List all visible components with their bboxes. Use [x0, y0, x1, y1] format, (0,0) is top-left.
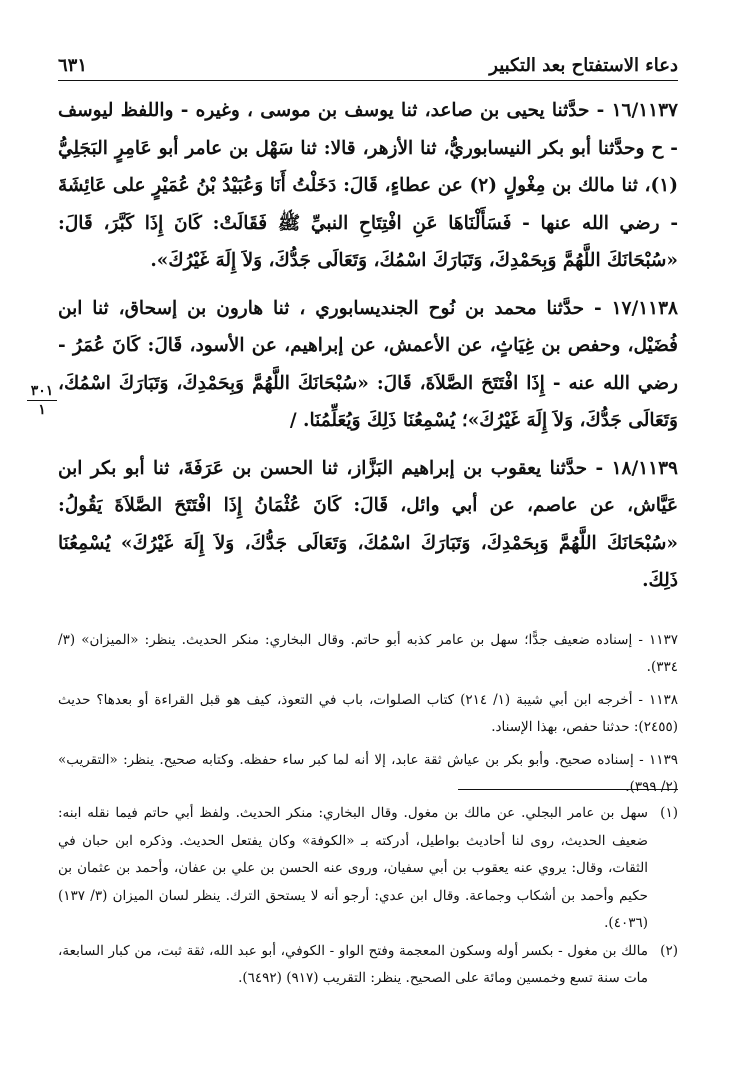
- page-number: ٦٣١: [58, 55, 88, 76]
- note-1138: ١١٣٨ - أخرجه ابن أبي شيبة (١/ ٢١٤) كتاب الصلوات، باب في التعوذ، كيف هو قبل القراءة أو بعدها؟ حديث (٢٤٥٥): حدثنا حفص، بهذا الإسناد.: [58, 692, 678, 735]
- editor-notes: [58, 627, 678, 807]
- footnote-rule: [458, 789, 678, 790]
- note-1139: ١١٣٩ - إسناده صحيح. وأبو بكر بن عياش ثقة عابد، إلا أنه لما كبر ساء حفظه. وكتابه صحيح. ينظر: «التقريب» (٢/ ٣٩٩).: [58, 752, 678, 795]
- note-1137: ١١٣٧ - إسناده ضعيف جدًّا؛ سهل بن عامر كذبه أبو حاتم. وقال البخاري: منكر الحديث. ينظر: «الميزان» (٣/ ٣٣٤).: [58, 632, 678, 675]
- hadith-1138: ١٧/١١٣٨ - حدَّثنا محمد بن نُوح الجنديسابوري ، ثنا هارون بن إسحاق، ثنا ابن فُضَيْل، وحفص بن غِيَاثٍ، عن الأعمش، عن إبراهيم، عن الأسود، قَالَ: كَانَ عُمَرُ - رضي الله عنه - إِذَا افْتَتَحَ الصَّلاَةَ، قَالَ: «سُبْحَانَكَ اللَّهُمَّ وَبِحَمْدِكَ، وَتَبَارَكَ اسْمُكَ، وَتَعَالَى جَدُّكَ، وَلاَ إِلَهَ غَيْرُكَ»؛ يُسْمِعُنَا ذَلِكَ وَيُعَلِّمُنَا. /: [58, 297, 678, 431]
- footnote-number: (٢): [660, 942, 678, 959]
- folio-divider: [27, 400, 57, 401]
- manuscript-folio-marker: [22, 384, 62, 417]
- hadith-1139: ١٨/١١٣٩ - حدَّثنا يعقوب بن إبراهيم البَزَّاز، ثنا الحسن بن عَرَفَةَ، ثنا أبو بكر ابن عَيَّاش، عن عاصم، عن أبي وائل، قَالَ: كَانَ عُثْمَانُ إِذَا افْتَتَحَ الصَّلاَةَ يَقُولُ: «سُبْحَانَكَ اللَّهُمَّ وَبِحَمْدِكَ، وَتَبَارَكَ اسْمُكَ، وَتَعَالَى جَدُّكَ، وَلاَ إِلَهَ غَيْرُكَ» يُسْمِعُنَا ذَلِكَ.: [58, 457, 678, 591]
- hadith-1137: ١٦/١١٣٧ - حدَّثنا يحيى بن صاعد، ثنا يوسف بن موسى ، وغيره - واللفظ ليوسف - ح وحدَّثنا أبو بكر النيسابوريُّ، ثنا الأزهر، قالا: ثنا سَهْل بن عامر أبو عَامِرٍ البَجَلِيُّ (١)، ثنا مالك بن مِغْولٍ (٢) عن عطاءٍ، قَالَ: دَخَلْتُ أَنَا وَعُبَيْدُ بْنُ عُمَيْرٍ على عَائِشَةَ - رضي الله عنها - فَسَأَلْنَاهَا عَنِ افْتِتَاحِ النبيِّ ﷺ فَقَالَتْ: كَانَ إِذَا كَبَّرَ، قَالَ: «سُبْحَانَكَ اللَّهُمَّ وَبِحَمْدِكَ، وَتَبَارَكَ اسْمُكَ، وَتَعَالَى جَدُّكَ، وَلاَ إِلَهَ غَيْرُكَ».: [58, 100, 678, 271]
- footnote-text: مالك بن مغول - بكسر أوله وسكون المعجمة وفتح الواو - الكوفي، أبو عبد الله، ثقة ثبت، من كبار السابعة، مات سنة تسع وخمسين ومائة على الصحيح. ينظر: التقريب (٩١٧) (٦٤٩٢).: [58, 942, 648, 986]
- footnote-1: [58, 800, 678, 938]
- footnote-2: [58, 938, 678, 993]
- footnote-text: سهل بن عامر البجلي. عن مالك بن مغول. وقال البخاري: منكر الحديث. ولفظ أبي حاتم فيما نقله ابنه: ضعيف الحديث، روى لنا أحاديث بواطيل، أدركته بـ «الكوفة» وكان يفتعل الحديث. وذكره ابن حبان في الثقات، وقال: يروي عنه يعقوب بن أبي سفيان، وروى عنه الحسن بن علي بن عفان، وأحمد بن عثمان بن حكيم وأحمد بن أشكاب وجماعة. وقال ابن عدي: أرجو أنه لا يستحق الترك. ينظر لسان الميزان (٣/ ١٣٧) (٤٠٣٦).: [58, 805, 648, 931]
- footnotes: [58, 800, 678, 993]
- folio-number: ٣٠١: [30, 383, 54, 399]
- running-header: [58, 42, 678, 80]
- header-rule: [58, 80, 678, 81]
- folio-side: ١: [38, 402, 46, 418]
- footnote-number: (١): [660, 805, 678, 821]
- chapter-title: دعاء الاستفتاح بعد التكبير: [489, 55, 678, 76]
- main-text: [58, 92, 678, 610]
